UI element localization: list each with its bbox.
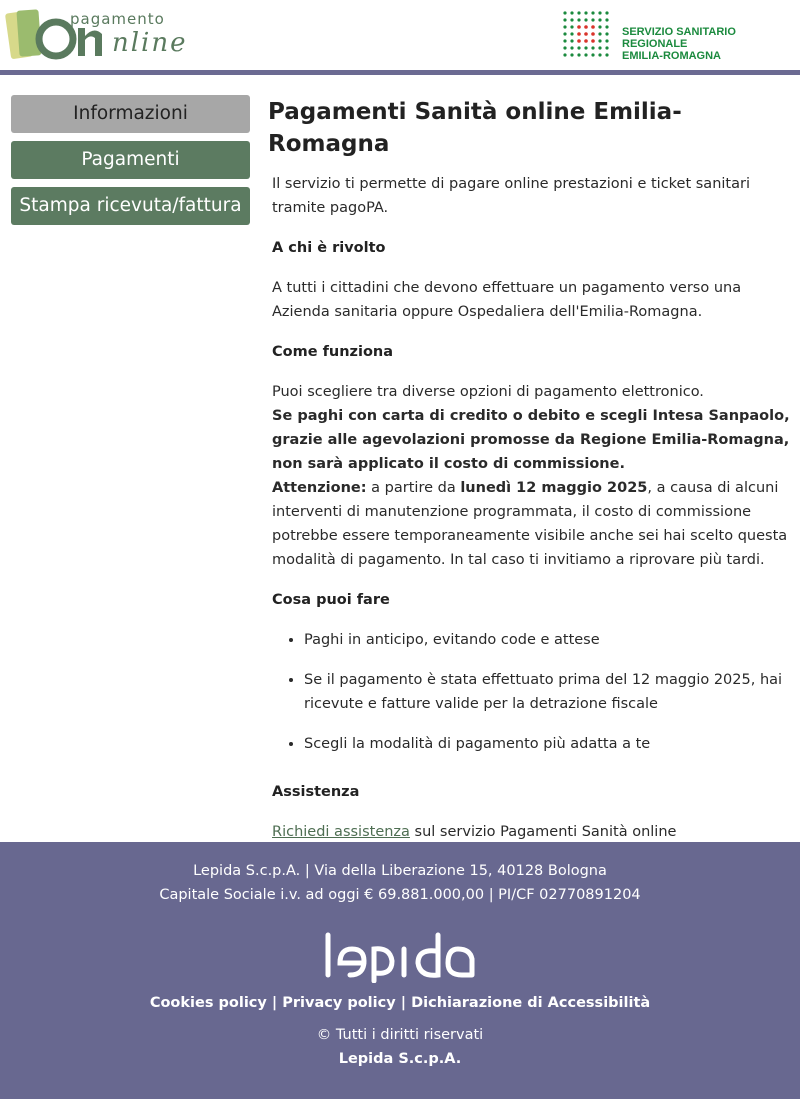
copyright-text: © Tutti i diritti riservati: [316, 1027, 484, 1043]
cookies-policy-link[interactable]: Cookies policy: [149, 995, 267, 1011]
sidebar-item-informazioni[interactable]: Informazioni: [11, 95, 250, 133]
sidebar-item-stampa-ricevuta[interactable]: Stampa ricevuta/fattura: [11, 187, 250, 225]
support-paragraph: [272, 820, 792, 844]
header-divider: [0, 70, 800, 75]
sidebar-nav: [11, 95, 250, 233]
company-name: Lepida S.c.p.A.: [338, 1051, 462, 1067]
footer-links: [0, 991, 800, 1015]
footer-separator: |: [266, 995, 283, 1011]
logo-big-text: nline: [112, 28, 188, 58]
region-line-2: EMILIA-ROMAGNA: [622, 50, 721, 62]
accessibility-link[interactable]: Dichiarazione di Accessibilità: [411, 995, 651, 1011]
intro-text: Il servizio ti permette di pagare online prestazioni e ticket sanitari tramite pagoPA.: [272, 176, 750, 216]
list-item: • Paghi in anticipo, evitando code e attese: [304, 628, 792, 652]
footer-address-line-2: Capitale Sociale i.v. ad oggi € 69.881.000,00 | PI/CF 02770891204: [159, 887, 641, 903]
what-list: [272, 628, 792, 756]
lepida-logo[interactable]: [320, 931, 480, 983]
who-text: A tutti i cittadini che devono effettuare un pagamento verso una Azienda sanitaria oppure Ospedaliera dell'Emilia-Romagna.: [272, 280, 742, 320]
how-paragraph: [272, 380, 792, 572]
pagamento-online-logo[interactable]: [4, 6, 188, 66]
privacy-policy-link[interactable]: Privacy policy: [282, 995, 396, 1011]
how-bold-text: Se paghi con carta di credito o debito e scegli Intesa Sanpaolo, grazie alle agevolazioni promosse da Regione Emilia-Romagna, non sarà applicato il costo di commissione.: [272, 408, 790, 472]
header: [0, 0, 800, 70]
support-link[interactable]: Richiedi assistenza: [272, 824, 410, 840]
regional-dots-icon: [562, 10, 618, 62]
support-text: sul servizio Pagamenti Sanità online: [409, 824, 677, 840]
footer: [0, 842, 800, 1099]
page-title: Pagamenti Sanità online Emilia-Romagna: [268, 99, 682, 157]
region-line-1: SERVIZIO SANITARIO REGIONALE: [622, 26, 736, 50]
list-item: • Scegli la modalità di pagamento più adatta a te: [304, 732, 792, 756]
logo-small-text: pagamento: [70, 10, 165, 28]
footer-separator: |: [395, 995, 412, 1011]
attention-pre: a partire da: [366, 480, 461, 496]
servizio-sanitario-logo[interactable]: [560, 8, 800, 64]
lepida-logo-icon: [320, 931, 480, 983]
how-text: Puoi scegliere tra diverse opzioni di pagamento elettronico.: [272, 384, 704, 400]
how-heading: Come funziona: [272, 344, 394, 360]
who-heading: A chi è rivolto: [272, 240, 386, 256]
attention-label: Attenzione:: [272, 480, 367, 496]
support-heading: Assistenza: [272, 784, 360, 800]
region-name: [622, 26, 800, 62]
footer-address-line-1: Lepida S.c.p.A. | Via della Liberazione 15, 40128 Bologna: [193, 863, 607, 879]
main-content: [268, 96, 792, 844]
what-heading: Cosa puoi fare: [272, 592, 390, 608]
attention-text: , a causa di alcuni interventi di manutenzione programmata, il costo di commissione potrebbe essere temporaneamente visibile anche sei hai scelto questa modalità di pagamento. In tal caso ti invitiamo a riprovare più tardi.: [272, 480, 788, 568]
sidebar-item-pagamenti[interactable]: Pagamenti: [11, 141, 250, 179]
list-item: • Se il pagamento è stata effettuato prima del 12 maggio 2025, hai ricevute e fatture valide per la detrazione fiscale: [304, 668, 792, 716]
attention-date: lunedì 12 maggio 2025: [460, 480, 648, 496]
